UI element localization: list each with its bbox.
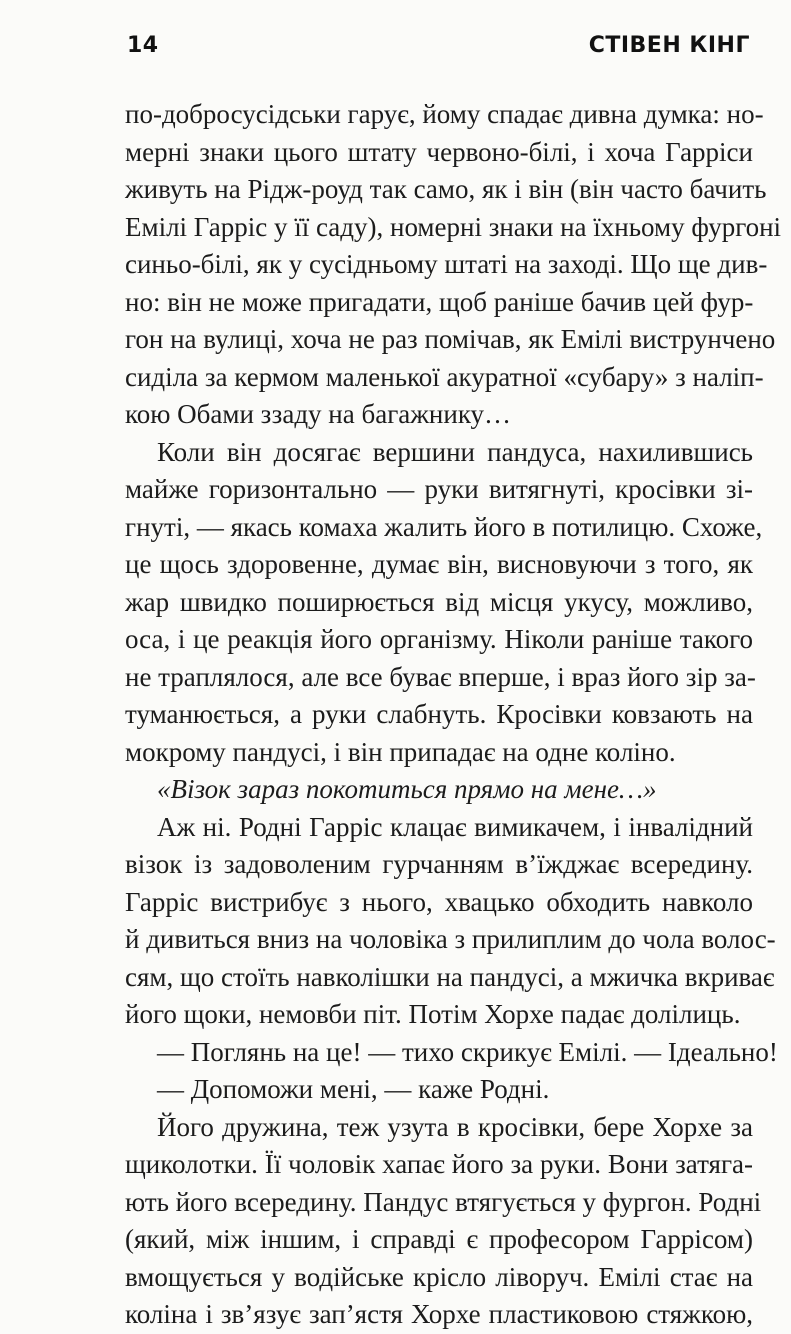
text-line: мерні знаки цього штату червоно-білі, і хоча Гарріси [125,136,753,167]
text-line: Емілі Гарріс у її саду), номерні знаки на їхньому фургоні [125,211,782,242]
text-line: по-добросусідськи гарує, йому спадає дивна думка: но- [125,99,764,129]
page-number: 14 [127,33,159,58]
text-line: сям, що стоїть навколішки на пандусі, а мжичка вкриває [125,961,775,992]
running-head [127,33,750,63]
text-line: кою Обами ззаду на багажнику… [125,399,512,429]
text-line: й дивиться вниз на чоловіка з прилиплим до чола волос- [125,924,776,954]
text-line: синьо-білі, як у сусідньому штаті на заході. Що ще див- [125,249,768,279]
text-line: Його дружина, теж узута в кросівки, бере Хорхе за [157,1111,753,1142]
text-line: його щоки, немовби піт. Потім Хорхе падає долілиць. [125,999,741,1029]
text-line: жар швидко поширюється від місця укусу, можливо, [125,586,753,617]
text-line: гнуті, — якась комаха жалить його в потилицю. Схоже, [125,511,763,542]
text-line: не траплялося, але все буває вперше, і враз його зір за- [125,661,756,692]
text-line: Коли він досягає вершини пандуса, нахилившись [157,436,753,467]
text-line: гон на вулиці, хоча не раз помічав, як Емілі виструнчено [125,324,776,354]
text-line: (який, між іншим, і справді є професором Гаррісом) [125,1224,753,1254]
text-line: сиділа за кермом маленької акуратної «субару» з наліп- [125,361,764,392]
running-head-author: СТІВЕН КІНГ [588,33,750,58]
text-line: но: він не може пригадати, щоб раніше бачив цей фур- [125,286,754,317]
text-line: Аж ні. Родні Гарріс клацає вимикачем, і інвалідний [157,811,753,842]
text-line: візок із задоволеним гурчанням в’їжджає всередину. [125,849,753,879]
text-line: оса, і це реакція його організму. Ніколи раніше такого [125,624,753,654]
text-line: вмощується у водійське крісло ліворуч. Емілі стає на [125,1261,753,1292]
text-line: майже горизонтально — руки витягнуті, кросівки зі- [125,474,753,504]
text-line: це щось здоровенне, думає він, висновуючи з того, як [125,549,753,579]
text-line: «Візок зараз покотиться прямо на мене…» [157,774,657,804]
text-line: мокрому пандусі, і він припадає на одне коліно. [125,736,676,767]
text-line: живуть на Рідж-роуд так само, як і він (він часто бачить [125,174,767,204]
text-line: туманюється, а руки слабнуть. Кросівки ковзають на [125,699,753,729]
text-line: коліна і зв’язує зап’ястя Хорхе пластиковою стяжкою, [125,1299,753,1329]
text-line: Гарріс вистрибує з нього, хвацько обходить навколо [125,886,753,917]
text-line: щиколотки. Її чоловік хапає його за руки. Вони затяга- [125,1149,753,1179]
text-line: ють його всередину. Пандус втягується у фургон. Родні [125,1186,762,1217]
text-line: — Поглянь на це! — тихо скрикує Емілі. — Ідеально! [157,1036,778,1067]
text-line: — Допоможи мені, — каже Родні. [157,1074,550,1104]
body-text [125,96,782,1334]
